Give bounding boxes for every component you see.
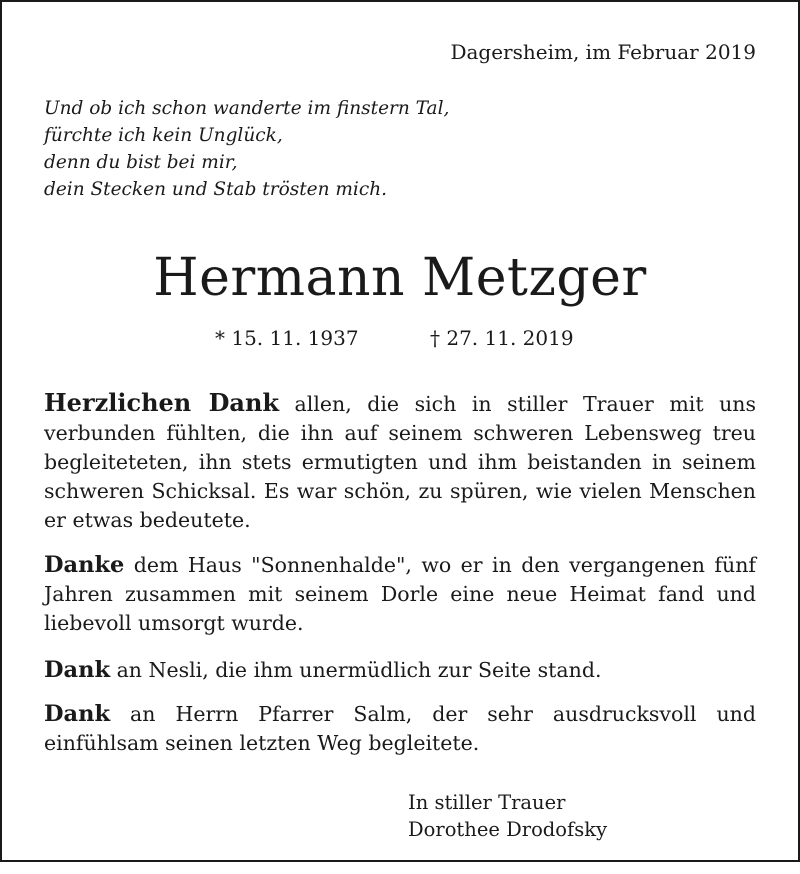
signatory-name: Dorothee Drodofsky xyxy=(408,818,608,841)
thanks-paragraph xyxy=(44,551,756,638)
paragraph-lead: Dank xyxy=(44,657,111,683)
signature-block xyxy=(408,789,607,843)
paragraph-lead: Danke xyxy=(44,552,125,578)
death-date: † 27. 11. 2019 xyxy=(430,326,574,350)
deceased-name: Hermann Metzger xyxy=(153,248,647,308)
verse-line: Und ob ich schon wanderte im finstern Tal, xyxy=(44,98,450,119)
thanks-paragraph xyxy=(44,656,756,685)
paragraph-lead: Dank xyxy=(44,701,111,727)
verse-line: denn du bist bei mir, xyxy=(44,152,238,173)
place-date: Dagersheim, im Februar 2019 xyxy=(450,40,756,64)
paragraph-text: allen, die sich in stiller Trauer mit uns verbunden fühlten, die ihn auf seinem schweren Lebensweg treu begleiteteten, ihn stets ermutigten und ihm beistanden in seinem schweren Schicksal. Es war schön, zu spüren, wie vielen Menschen er etwas bedeutete. xyxy=(44,392,756,532)
paragraph-lead: Herzlichen Dank xyxy=(44,388,280,417)
verse-line: dein Stecken und Stab trösten mich. xyxy=(44,179,387,200)
bible-verse xyxy=(44,95,449,203)
signature-line: In stiller Trauer xyxy=(408,791,566,814)
thanks-paragraph xyxy=(44,700,756,758)
birth-date: * 15. 11. 1937 xyxy=(215,326,359,350)
paragraph-text: an Herrn Pfarrer Salm, der sehr ausdrucksvoll und einfühlsam seinen letzten Weg begleitete. xyxy=(44,702,756,755)
paragraph-text: an Nesli, die ihm unermüdlich zur Seite stand. xyxy=(110,658,602,682)
verse-line: fürchte ich kein Unglück, xyxy=(44,125,283,146)
thanks-paragraph xyxy=(44,388,756,535)
paragraph-text: dem Haus "Sonnenhalde", wo er in den vergangenen fünf Jahren zusammen mit seinem Dorle eine neue Heimat fand und liebevoll umsorgt wurde. xyxy=(44,553,756,635)
